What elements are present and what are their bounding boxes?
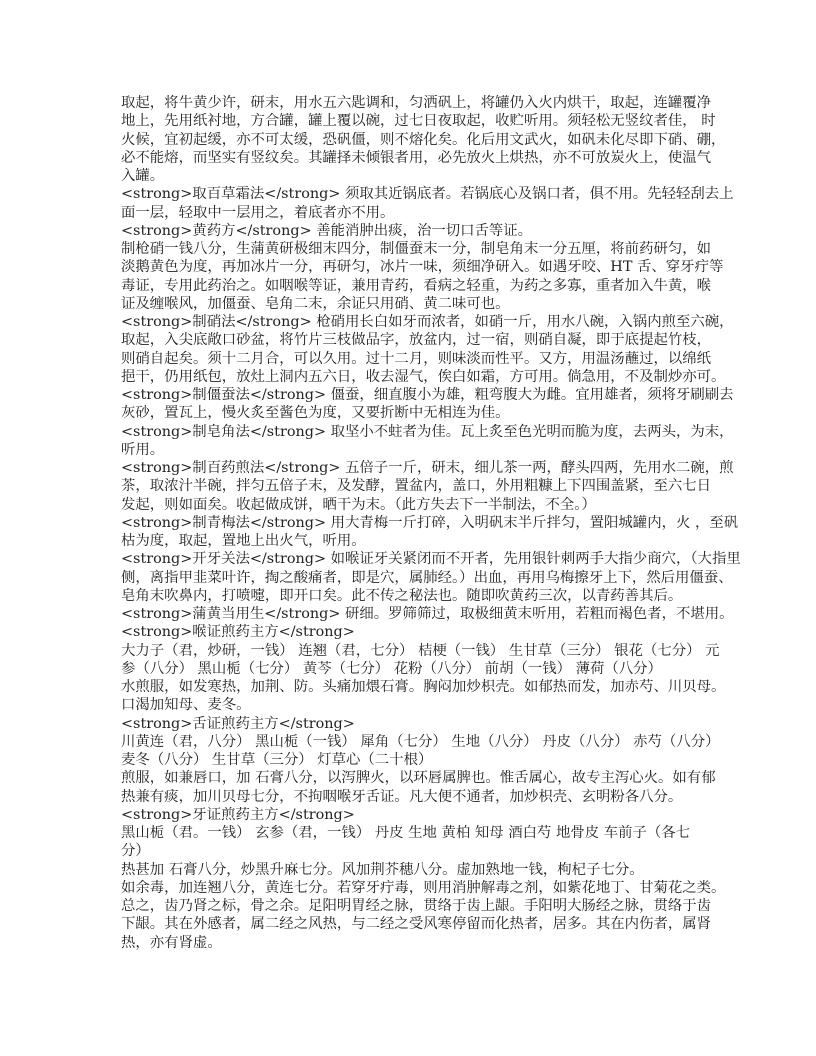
text-line: 取起，入尖底敞口砂盆，将竹片三枝做品字，放盆内，过一宿，则硝自凝，即于底提起竹枝， — [121, 332, 712, 349]
text-line: 挹干，仍用纸包，放灶上洞内五六日，收去湿气，俟白如霜，方可用。倘急用，不及制炒亦可。 — [121, 368, 726, 385]
text-line: <strong>制僵蚕法</strong> 僵蚕，细直腹小为雄，粗弯腹大为雌。宜用雄者，须将牙刷刷去 — [121, 387, 734, 403]
text-line: 如余毒，加连翘八分，黄连七分。若穿牙疔毒，则用消肿解毒之剂，如紫花地丁、甘菊花之类。 — [121, 879, 726, 896]
text-line: 淡鹅黄色为度，再加冰片一分，再研匀，冰片一味，须细净研入。如遇牙咬、HT 舌、穿牙疔等 — [121, 259, 724, 276]
text-line: 地上，先用纸衬地，方合罐，罐上覆以碗，过七日夜取起，收贮听用。须轻松无竖纹者佳， 时 — [121, 113, 716, 130]
text-line: <strong>喉证煎药主方</strong> — [121, 624, 355, 641]
text-line: 热甚加 石膏八分，炒黑升麻七分。风加荆芥穗八分。虚加熟地一钱，枸杞子七分。 — [121, 861, 644, 878]
text-line: 参（八分） 黑山栀（七分） 黄芩（七分） 花粉（八分） 前胡（一钱） 薄荷（八分） — [121, 660, 662, 677]
text-line: 面一层，轻取中一层用之，着底者亦不用。 — [121, 204, 395, 221]
text-line: 茶，取浓汁半碗，拌匀五倍子末，及发酵，置盆内，盖口，外用粗糠上下四围盖紧，至六七日 — [121, 478, 712, 495]
text-line: <strong>制青梅法</strong> 用大青梅一斤打碎，入明矾末半斤拌匀，置阳城罐内，火 ，至矾 — [121, 514, 739, 531]
text-line: 皂角末吹鼻内，打喷嚏，即开口矣。此不传之秘法也。随即吹黄药三次，以青药善其后。 — [121, 587, 683, 604]
text-line: 火候，宜初起缓，亦不可太缓，恐矾僵，则不熔化矣。化后用文武火，如矾未化尽即下硝、硼， — [121, 131, 726, 148]
text-line: <strong>取百草霜法</strong> 须取其近锅底者。若锅底心及锅口者，俱不用。先轻轻刮去上 — [121, 186, 734, 203]
text-line: 热兼有痰，加川贝母七分，不拘咽喉牙舌证。凡大便不通者，加炒枳壳、玄明粉各八分。 — [121, 788, 683, 805]
text-line: 分） — [121, 843, 150, 860]
text-line: <strong>制百药煎法</strong> 五倍子一斤，研末，细儿茶一两，酵头四两，先用水二碗，煎 — [121, 460, 734, 476]
text-line: 黑山栀（君。一钱） 玄参（君，一钱） 丹皮 生地 黄柏 知母 酒白芍 地骨皮 车前子（各七 — [121, 825, 691, 841]
text-line: 水煎服，如发寒热，加荆、防。头痛加煨石膏。胸闷加炒枳壳。如郁热而发，加赤芍、川贝母。 — [121, 679, 726, 695]
text-line: 热，亦有肾虚。 — [121, 934, 222, 951]
text-line: 则硝自起矣。须十二月合，可以久用。过十二月，则味淡而性平。又方，用温汤蘸过，以绵纸 — [121, 350, 712, 367]
text-line: 口渴加知母、麦冬。 — [121, 697, 251, 714]
text-line: <strong>蒲黄当用生</strong> 研细。罗筛筛过，取极细黄末听用，若粗而褐色者，不堪用。 — [121, 606, 734, 622]
text-line: 入罐。 — [121, 168, 165, 184]
text-line: 证及缠喉风，加僵蚕、皂角二末，余证只用硝、黄二味可也。 — [121, 295, 510, 312]
text-line: 听用。 — [121, 441, 165, 458]
text-line: 枯为度，取起，置地上出火气，听用。 — [121, 533, 366, 549]
text-line: <strong>舌证煎药主方</strong> — [121, 715, 355, 732]
text-line: <strong>黄药方</strong> 善能消肿出痰，治一切口舌等证。 — [121, 222, 533, 239]
text-line: <strong>开牙关法</strong> 如喉证牙关紧闭而不开者，先用银针刺两手大指少商穴，（大指里 — [121, 551, 741, 568]
text-line: 毒证，专用此药治之。如咽喉等证，兼用青药，看病之轻重，为药之多寡，重者加入牛黄，喉 — [121, 277, 712, 294]
text-line: 下龈。其在外感者，属二经之风热，与二经之受风寒停留而化热者，居多。其在内伤者，属肾 — [121, 916, 712, 933]
text-line: 必不能熔，而坚实有竖纹矣。其罐择未倾银者用，必先放火上烘热，亦不可放炭火上，使温气 — [121, 149, 712, 166]
text-line: 侧，离指甲韭菜叶许，掏之酸痛者，即是穴，属肺经。）出血，再用乌梅擦牙上下，然后用僵蚕、 — [121, 569, 733, 586]
text-line: 制枪硝一钱八分，生蒲黄研极细末四分，制僵蚕末一分，制皂角末一分五厘，将前药研匀，如 — [121, 241, 712, 257]
text-line: 大力子（君，炒研，一钱） 连翘（君，七分） 桔梗（一钱） 生甘草（三分） 银花（七分） 元 — [121, 642, 720, 659]
text-line: 总之，齿乃肾之标，骨之余。足阳明胃经之脉，贯络于齿上龈。手阳明大肠经之脉，贯络于齿 — [121, 898, 712, 914]
text-line: 灰砂，置瓦上，慢火炙至酱色为度，又要折断中无相连为佳。 — [121, 405, 510, 422]
text-line: 取起，将牛黄少许，研末，用水五六匙调和，匀洒矾上，将罐仍入火内烘干，取起，连罐覆净 — [121, 95, 712, 111]
text-line: 煎服，如兼唇口，加 石膏八分，以泻脾火，以环唇属脾也。惟舌属心，故专主泻心火。如有郁 — [121, 770, 716, 787]
document-body — [121, 94, 741, 952]
text-line: 发起，则如面矣。收起做成饼，晒干为末。（此方失去下一半制法，不全。） — [121, 496, 596, 513]
text-line: 川黄连（君，八分） 黑山栀（一钱） 犀角（七分） 生地（八分） 丹皮（八分） 赤芍（八分） — [121, 733, 720, 750]
text-line: <strong>制硝法</strong> 枪硝用长白如牙而浓者，如硝一斤，用水八碗，入锅内煎至六碗， — [121, 314, 734, 330]
text-line: 麦冬（八分） 生甘草（三分） 灯草心（二十根） — [121, 752, 433, 768]
text-line: <strong>牙证煎药主方</strong> — [121, 806, 355, 823]
text-line: <strong>制皂角法</strong> 取坚小不蛀者为佳。瓦上炙至色光明而脆为度，去两头，为末， — [121, 423, 734, 440]
